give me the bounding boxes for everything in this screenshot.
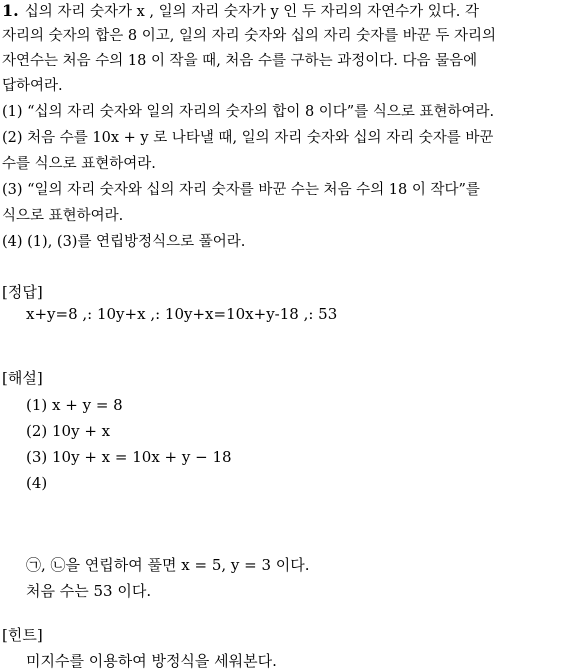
question-3-line-1: (3) “일의 자리 숫자와 십의 자리 숫자를 바꾼 수는 처음 수의 18 이 작다”를 xyxy=(2,182,480,198)
explanation-item-4: (4) xyxy=(26,474,48,492)
question-2-line-2: 수를 식으로 표현하여라. xyxy=(2,156,156,172)
explanation-result: 처음 수는 53 이다. xyxy=(26,582,152,600)
question-2-line-1: (2) 처음 수를 10x + y 로 나타낼 때, 일의 자리 숫자와 십의 자리 숫자를 바꾼 xyxy=(2,130,494,146)
explanation-item-1: (1) x + y = 8 xyxy=(26,396,123,414)
problem-line-3: 자연수는 처음 수의 18 이 작을 때, 처음 수를 구하는 과정이다. 다음 물음에 xyxy=(2,53,478,69)
question-4: (4) (1), (3)를 연립방정식으로 풀어라. xyxy=(2,234,246,250)
problem-line-2: 자리의 숫자의 합은 8 이고, 일의 자리 숫자와 십의 자리 숫자를 바꾼 두 자리의 xyxy=(2,28,496,44)
problem-number: 1. xyxy=(2,1,19,20)
explanation-item-2: (2) 10y + x xyxy=(26,422,111,440)
answer-text: x+y=8 ,: 10y+x ,: 10y+x=10x+y-18 ,: 53 xyxy=(26,305,338,323)
question-3-line-2: 식으로 표현하여라. xyxy=(2,208,124,224)
problem-text-1: 십의 자리 숫자가 x , 일의 자리 숫자가 y 인 두 자리의 자연수가 있다. 각 xyxy=(24,4,479,20)
problem-line-4: 답하여라. xyxy=(2,78,63,94)
explanation-solve: ㉠, ㉡을 연립하여 풀면 x = 5, y = 3 이다. xyxy=(26,556,310,574)
answer-header: [정답] xyxy=(2,283,43,301)
explanation-item-3: (3) 10y + x = 10x + y − 18 xyxy=(26,448,232,466)
problem-line-1 xyxy=(2,2,479,21)
explanation-header: [해설] xyxy=(2,369,43,387)
hint-header: [힌트] xyxy=(2,626,43,644)
hint-text: 미지수를 이용하여 방정식을 세워본다. xyxy=(26,652,277,670)
question-1: (1) “십의 자리 숫자와 일의 자리의 숫자의 합이 8 이다”를 식으로 표현하여라. xyxy=(2,104,495,120)
